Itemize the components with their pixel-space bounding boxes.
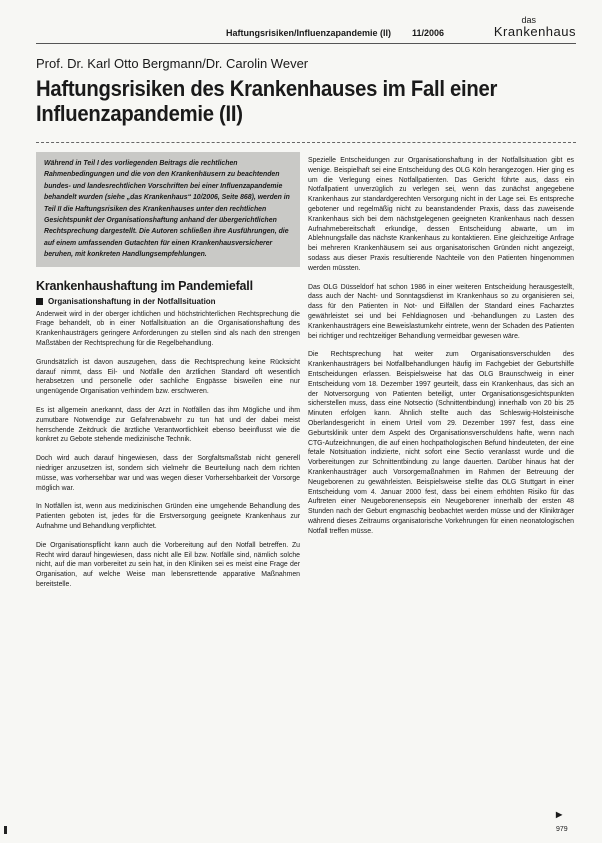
logo-bottom: Krankenhaus — [493, 24, 576, 39]
continue-arrow-icon: ▶ — [556, 810, 563, 819]
paragraph: Es ist allgemein anerkannt, dass der Arzt in Notfällen das ihm Mögliche und ihm zumutbare Notwendige zur Gefahrenabwehr zu tun hat und der dabei meist herrschende Zeitdruck die ärztliche Verantwortlichkeit ebenso beeinflusst wie die konkret zu Gebote stehende medizinische Technik. — [36, 407, 300, 444]
paragraph: Die Organisationspflicht kann auch die Vorbereitung auf den Notfall betreffen. Zu Recht wird darauf hingewiesen, dass nicht alle Eil bzw. Notfälle sind, nämlich solche nicht, auf die man vorbereitet zu sein hat, in den Kliniken sei es meist eine Frage der Organisation, auf welche Weise man lebensrettende apparative Maßnahmen bereitstelle. — [36, 541, 300, 588]
paragraph: Das OLG Düsseldorf hat schon 1986 in einer weiteren Entscheidung herausgestellt, dass auch der Nacht- und Sonntagsdienst im Krankenhaus so zu organisieren sei, dass für den Patienten in Not- und Eilfällen der Standard eines Facharztes gewährleistet sei und bei Fehldiagnosen und -behandlungen zu Lasten des Krankenhausträgers eine Beweislastumkehr eintrete, wenn der Schaden des Patienten bei richtiger und rechtzeitiger Behandlung vermeidbar gewesen wäre. — [308, 283, 574, 340]
paragraph: Doch wird auch darauf hingewiesen, dass der Sorgfaltsmaßstab nicht generell niedriger anzusetzen ist, sondern sich vielmehr die Beurteilung nach dem richten müsse, was vorhersehbar war und was wegen dieser Vorhersehbarkeit der Vorsorge möglich war. — [36, 455, 300, 492]
subsection-heading-text: Organisationshaftung in der Notfallsituation — [48, 296, 216, 306]
paragraph: Grundsätzlich ist davon auszugehen, dass die Rechtsprechung keine Rücksicht darauf nimmt, dass Eil- und Notfälle den ärztlichen Standard oft wesentlich herabsetzen und personelle oder sachliche Engpässe bisweilen eine nur ungenügende Organisation verhindern bzw. erschweren. — [36, 358, 300, 396]
running-title: Haftungsrisiken/Influenzapandemie (II) — [226, 28, 392, 38]
square-bullet-icon — [36, 298, 43, 305]
logo-top: das — [521, 15, 536, 25]
abstract-box: Während in Teil I des vorliegenden Beitrags die rechtlichen Rahmenbedingungen und die von den Krankenhäusern zu beachtenden bundes- und landesrechtlichen Vorschriften bei einer Influenzapandemie behandelt wurden (siehe „das Krankenhaus“ 10/2006, Seite 868), werden in Teil II die Haftungsrisiken des Krankenhauses unter den rechtlichen Gesichtspunkt der Organisationshaftung anhand der übergerichtlichen Rechtsprechung dargestellt. Die Autoren schließen ihre Ausführungen, die auf einem umfassenden Gutachten für einen Krankenhausversicherer beruhen, mit konkreten Handlungsempfehlungen. — [36, 152, 300, 267]
issue-number: 11/2006 — [412, 28, 445, 38]
authors: Prof. Dr. Karl Otto Bergmann/Dr. Carolin Wever — [36, 56, 309, 71]
header-rule — [36, 43, 576, 44]
paragraph: Spezielle Entscheidungen zur Organisationshaftung in der Notfallsituation gibt es wenige. Beispielhaft sei eine Entscheidung des OLG Köln herangezogen. Hier ging es um die Verlegung eines Notfallpatienten. Das Gericht führte aus, dass ein Notfallpatient unverzüglich zu verlegen sei, wenn das zunächst angegebene Krankenhaus zur standardgerechten Versorgung nicht in der Lage sei. Es entspreche gebotener und regelmäßig nicht zu beanstandender Praxis, dass das zuweisende Krankenhaus sich bei dem nächstgelegenen geeigneten Krankenhaus nach dessen Aufnahmebereitschaft erkundige, dessen Entscheidung abwarte, um im Ablehnungsfalle das nächste Krankenhaus zu kontaktieren. Eine gleichzeitige Anfrage bei mehreren Krankenhäusern sei aus organisatorischen Gründen nicht angezeigt, sodass aus dieser Praxis resultierende Nachteile von den Patienten hingenommen werden müssten. — [308, 157, 574, 272]
section-heading: Krankenhaushaftung im Pandemiefall — [36, 278, 253, 293]
title-rule — [36, 142, 576, 143]
paragraph: Anderweit wird in der oberger ichtlichen und höchstrichterlichen Rechtsprechung die Frage behandelt, ob in einer Notfallsituation an die Organisationshaftung des Krankenhausträgers geringere Anforderungen zu stellen sind als nach den strengen Maßstäben der Rechtsprechung für die Regelbehandlung. — [36, 310, 300, 348]
left-column — [36, 152, 300, 599]
running-header — [226, 15, 576, 44]
paragraph: In Notfällen ist, wenn aus medizinischen Gründen eine umgehende Behandlung des Patienten geboten ist, jedes für die Erstversorgung geeignete Krankenhaus zur Aufnahme und Behandlung verpflichtet. — [36, 503, 300, 530]
page-number: 979 — [556, 826, 568, 833]
journal-logo — [494, 16, 576, 38]
subsection-heading — [36, 297, 300, 306]
right-column — [308, 156, 574, 545]
edge-mark — [4, 826, 7, 834]
paragraph: Die Rechtsprechung hat weiter zum Organisationsverschulden des Krankenhausträgers bei Notfallbehandlungen häufig im Fachgebiet der Geburtshilfe Entscheidungen erlassen. Beispielsweise hat das OLG Braunschweig in einer Entscheidung vom 18. Dezember 1997 geurteilt, dass ein Krankenhaus, das sich an der Notversorgung von Patienten beteiligt, unter Organisationsgesichtspunkten sicherstellen muss, dass eine Notsectio (Schnittentbindung) innerhalb von 20 bis 25 Minuten erfolgen kann. Ähnlich stellte auch das Schleswig-Holsteinische Oberlandesgericht in einem Urteil vom 29. Dezember 1997 fest, dass eine Geburtsklinik unter dem Aspekt des Organisationsverschuldens hafte, wenn nach CTG-Aufzeichnungen, die auf einen hochpathologischen Befund hindeuteten, der eine fetale Notsituation indizierte, nicht sofort eine Sectio veranlasst wurde und die Vorbereitungen zur Schnittentbindung zu lange dauerten. Darüber hinaus hat der Krankenhausträger auch Vorsorgemaßnahmen im Rahmen der Betreuung der Neugeborenen zu gewährleisten. Beispielsweise stellte das OLG Stuttgart in einer Entscheidung vom 4. Januar 2000 fest, dass bei einem erhöhten Risiko für das Auftreten einer Neugeborenensepsis ein Neugeborener innerhalb der ersten 48 Stunden nach der Geburt engmaschig beobachtet werden müsse und der Klinikträger während dieses Zeitraums organisatorische Vorkehrungen für einen neonatologischen Notfall treffen müsse. — [308, 351, 574, 535]
article-title: Haftungsrisiken des Krankenhauses im Fall einer Influenzapandemie (II) — [36, 76, 498, 126]
